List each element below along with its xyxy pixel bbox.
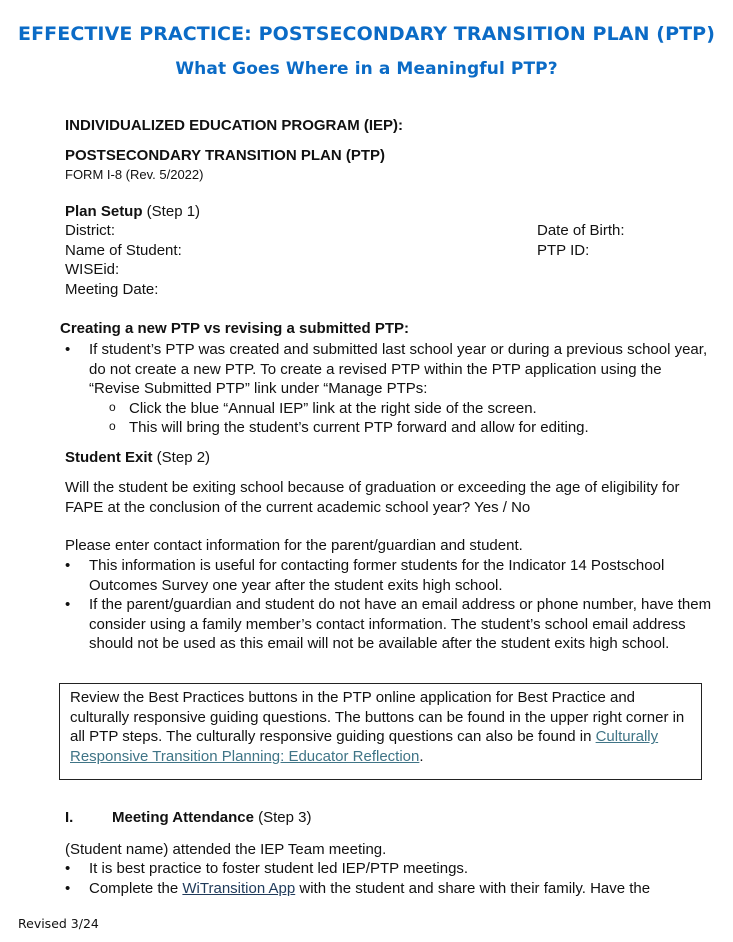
field-district: District: bbox=[65, 222, 115, 239]
meeting-attendance-title: Meeting Attendance bbox=[112, 809, 254, 826]
student-exit-step: (Step 2) bbox=[152, 449, 211, 466]
meeting-attendance-step: (Step 3) bbox=[253, 809, 312, 826]
list-item bbox=[61, 859, 650, 879]
educator-reflection-link[interactable]: Culturally Responsive Transition Planning: Educator Reflection bbox=[70, 728, 659, 765]
attendance-bullet-text: Complete the bbox=[89, 879, 183, 897]
meeting-attendance-title-wrap bbox=[112, 808, 312, 828]
sub-bullet-text: Click the blue “Annual IEP” link at the right side of the screen. bbox=[129, 399, 537, 417]
plan-setup-title: Plan Setup bbox=[65, 203, 143, 220]
witransition-app-link[interactable]: WiTransition App bbox=[182, 879, 296, 897]
contact-bullet-text: If the parent/guardian and student do not have an email address or phone number, have them consider using a family member’s contact information. The student’s school email address should not be used as this email will not be available after the student exits high school. bbox=[89, 596, 712, 653]
plan-setup-right-fields bbox=[537, 221, 625, 260]
form-heading-iep: INDIVIDUALIZED EDUCATION PROGRAM (IEP): bbox=[65, 117, 404, 134]
callout-period: . bbox=[419, 747, 424, 765]
creating-bullet-text: If student’s PTP was created and submitted last school year or during a previous school year, do not create a new PTP. To create a revised PTP within the PTP application using the “Revise Submitted PTP” link under “Manage PTPs: bbox=[89, 341, 708, 398]
list-item bbox=[61, 340, 711, 399]
plan-setup-heading bbox=[65, 202, 200, 222]
student-exit-heading bbox=[65, 448, 210, 468]
callout-text: Review the Best Practices buttons in the PTP online application for Best Practice and culturally responsive guiding questions. The buttons can be found in the upper right corner in all PTP steps. The culturally responsive guiding questions can also be found in bbox=[70, 689, 685, 746]
list-item bbox=[109, 418, 711, 438]
plan-setup-left-fields bbox=[65, 221, 182, 299]
sub-bullet-text: This will bring the student’s current PTP forward and allow for editing. bbox=[129, 419, 589, 437]
attendance-bullets bbox=[61, 859, 650, 898]
document-subtitle: What Goes Where in a Meaningful PTP? bbox=[175, 59, 558, 79]
revision-footer: Revised 3/24 bbox=[18, 916, 99, 931]
attendance-statement: (Student name) attended the IEP Team meeting. bbox=[65, 841, 387, 858]
list-item bbox=[109, 399, 711, 419]
form-id: FORM I-8 (Rev. 5/2022) bbox=[65, 167, 204, 182]
attendance-bullet-text-end: with the student and share with their family. Have the bbox=[295, 879, 651, 897]
field-date-of-birth: Date of Birth: bbox=[537, 222, 625, 239]
meeting-attendance-heading bbox=[65, 808, 312, 828]
list-item bbox=[61, 879, 650, 899]
student-exit-title: Student Exit bbox=[65, 449, 153, 466]
contact-bullets bbox=[61, 556, 713, 654]
list-item bbox=[61, 595, 713, 654]
field-wiseid: WISEid: bbox=[65, 261, 120, 279]
creating-heading: Creating a new PTP vs revising a submitted PTP: bbox=[60, 320, 409, 337]
contact-bullet-text: This information is useful for contacting former students for the Indicator 14 Postschool Outcomes Survey one year after the student exits high school. bbox=[89, 557, 665, 594]
field-name-of-student: Name of Student: bbox=[65, 241, 182, 259]
student-exit-question: Will the student be exiting school because of graduation or exceeding the age of eligibility for FAPE at the conclusion of the current academic school year? Yes / No bbox=[65, 479, 680, 516]
form-heading-ptp: POSTSECONDARY TRANSITION PLAN (PTP) bbox=[65, 147, 386, 164]
list-item bbox=[61, 556, 713, 595]
plan-setup-step: (Step 1) bbox=[142, 203, 201, 220]
contact-intro: Please enter contact information for the parent/guardian and student. bbox=[65, 537, 523, 554]
creating-section bbox=[61, 340, 711, 438]
field-meeting-date: Meeting Date: bbox=[65, 280, 159, 298]
document-title: EFFECTIVE PRACTICE: POSTSECONDARY TRANSITION PLAN (PTP) bbox=[18, 23, 715, 45]
section-numeral: I. bbox=[65, 809, 74, 826]
best-practice-callout bbox=[59, 683, 702, 780]
field-ptp-id: PTP ID: bbox=[537, 241, 590, 259]
attendance-bullet-text: It is best practice to foster student led IEP/PTP meetings. bbox=[89, 860, 469, 877]
